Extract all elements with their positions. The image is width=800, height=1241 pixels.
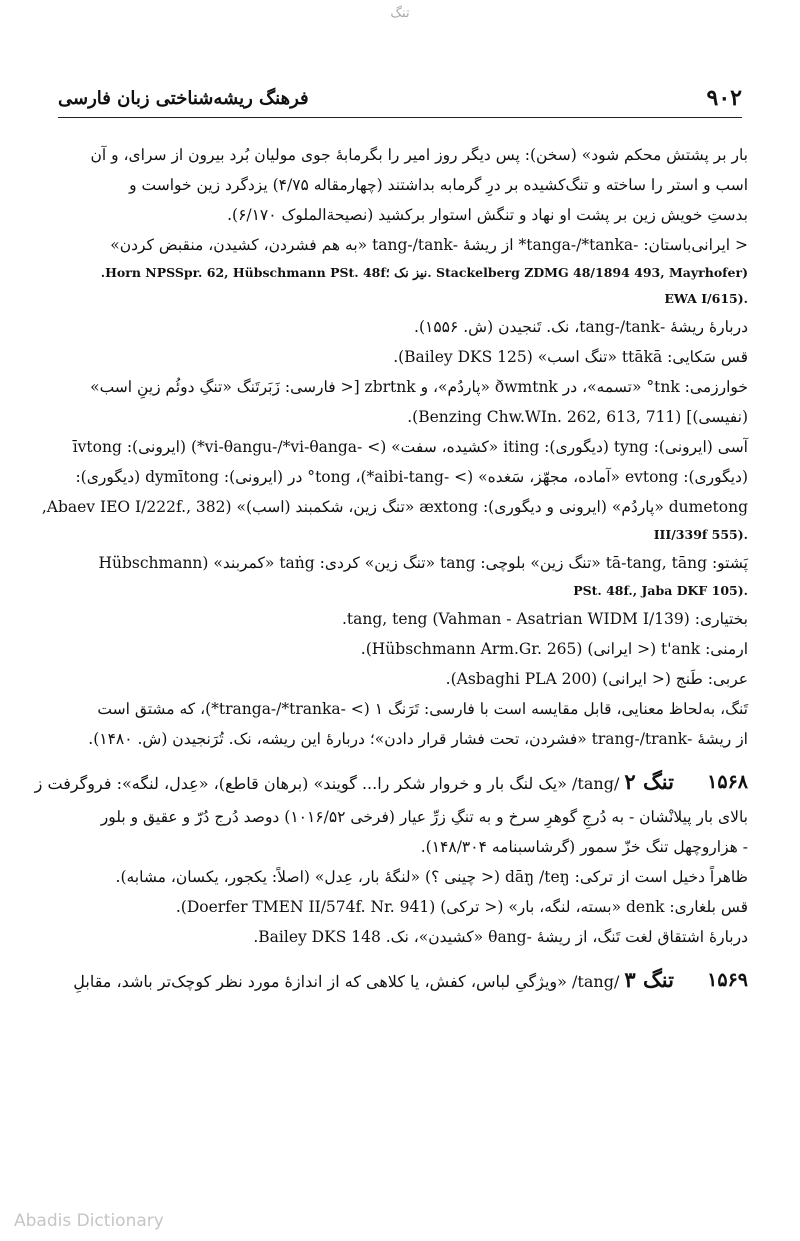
text-line: ارمنی: t'ank (< ایرانی) (Hübschmann Arm.Gr. 265). bbox=[360, 640, 748, 658]
text-line: دربارهٔ اشتقاق لغت تَنگ، از ریشهٔ -θang «کشیدن»، نک. Bailey DKS 148. bbox=[253, 928, 748, 946]
text-line: اسب و استر را ساخته و تنگ‌کشیده بر درِ گرمابه بداشتند (چهارمقاله ۴/۷۵) یزدگرد زین خواست و bbox=[129, 176, 748, 194]
text-line: dumetong «پاردُم» (ایرونی و دیگوری): æxtong «تنگ زین، شکمبند (اسب)» (Abaev IEO I/222f., 382, bbox=[41, 498, 748, 516]
text-line: خوارزمی: tnk° «تسمه»، در ðwmtnk «پاردُم»، و zbrtnk [< فارسی: زَبَرتَنگ «تنگِ دوئُم زینِ اسب» bbox=[90, 378, 748, 396]
entry-1569-head bbox=[50, 960, 748, 1000]
entry-definition: /tang/ «ویژگیِ لباس، کفش، یا کلاهی که از اندازهٔ مورد نظر کوچک‌تر باشد، مقابلِ bbox=[73, 972, 620, 991]
text-line: پَشتو: tā-tang, tāng «تنگ زین» بلوچی: tang «تنگ زین» کردی: taṅg «کمربند» (Hübschmann bbox=[98, 554, 748, 572]
text-line: عربی: طَنج (< ایرانی) (Asbaghi PLA 200). bbox=[445, 670, 748, 688]
reference-line: .(EWA I/615 bbox=[664, 291, 748, 306]
entry-headword: تنگ ۳ bbox=[624, 967, 674, 992]
text-line: تَنگ، به‌لحاظ معنایی، قابل مقایسه است با فارسی: تَرَنگ ۱ (> -tranga-/*tranka*)، که مشتق است bbox=[97, 700, 748, 718]
reference-line: .(PSt. 48f., Jaba DKF 105 bbox=[573, 583, 748, 598]
text-line: بالای بار پیلانْشان - به دُرجِ گوهرِ سرخ و به تنگِ زرِّ عیار (فرخی ۱۰۱۶/۵۲) دوصد دُرج دُرّ و عقیق و بلور bbox=[100, 808, 748, 826]
entry-number: ۱۵۶۹ bbox=[707, 969, 748, 991]
text-line: - هزاروچهل تنگ خزّ سمور (گرشاسبنامه ۱۴۸/۳۰۴). bbox=[420, 838, 748, 856]
page-header bbox=[58, 84, 742, 112]
reference-line: (Stackelberg ZDMG 48/1894 493, Mayrhofer .نیز نک ؛Horn NPSSpr. 62, Hübschmann PSt. 48f. bbox=[100, 265, 748, 280]
text-line: قس بلغاری: denk «بسته، لنگه، بار» (< ترکی) (Doerfer TMEN II/574f. Nr. 941). bbox=[175, 898, 748, 916]
text-line: بختیاری: tang, teng (Vahman - Asatrian WIDM I/139). bbox=[341, 610, 748, 628]
text-line: (نفیسی)] (Benzing Chw.WIn. 262, 613, 711). bbox=[407, 408, 748, 426]
page-number: ۹۰۲ bbox=[706, 85, 742, 111]
reference-line: .(555 III/339f bbox=[653, 527, 748, 542]
text-line: < ایرانی‌باستان: -tanga-/*tanka* از ریشهٔ -tang-/tank «به هم فشردن، کشیدن، منقبض کردن» bbox=[110, 236, 748, 254]
header-rule bbox=[58, 117, 742, 118]
watermark: Abadis Dictionary bbox=[14, 1211, 164, 1231]
text-line: بدستِ خویش زین بر پشت او نهاد و تنگش استوار برکشید (نصیحة‌الملوک ۶/۱۷۰). bbox=[227, 206, 748, 224]
entry-number: ۱۵۶۸ bbox=[707, 771, 748, 793]
page-body bbox=[34, 140, 748, 1000]
text-line: دربارهٔ ریشهٔ -tang-/tank، نک. تَنجیدن (ش. ۱۵۵۶). bbox=[414, 318, 748, 336]
entry-headword: تنگ ۲ bbox=[624, 769, 674, 794]
entry-definition: /tang/ «یک لنگ بار و خروار شکر را... گویند» (برهان قاطع)، «عِدل، لنگه»: فروگرفت ز bbox=[34, 774, 620, 793]
text-line: از ریشهٔ -trang-/trank «فشردن، تحت فشار قرار دادن»؛ دربارهٔ این ریشه، نک. تُرَنجیدن (ش. ۱۴۸۰). bbox=[88, 730, 748, 748]
text-line: ظاهراً دخیل است از ترکی: dāŋ /teŋ (< چینی ؟) «لنگهٔ بار، عِدل» (اصلاً: یکجور، یکسان، مشابه). bbox=[115, 868, 748, 886]
text-line: (دیگوری): evtong «آماده، مجهّز، سَغده» (> -aibi-tang*)، tong° در (ایرونی): dymītong (دیگوری): bbox=[75, 468, 748, 486]
book-title: فرهنگ ریشه‌شناختی زبان فارسی bbox=[58, 87, 309, 109]
text-line: قس سَکایی: ttākā «تنگ اسب» (Bailey DKS 125). bbox=[393, 348, 748, 366]
text-line: بار بر پشتش محکم شود» (سخن): پس دیگر روز امیر را بگرمابهٔ جوی مولیان بُرد بیرون از سرای، و آن bbox=[90, 146, 748, 164]
page-top-word: تنگ bbox=[390, 6, 410, 21]
entry-1568-head bbox=[34, 762, 748, 802]
text-line: آسی (ایرونی): tyng (دیگوری): iting «کشیده، سفت» (> -vi-θangu-/*vi-θanga*) (ایرونی): īvtong bbox=[72, 438, 748, 456]
